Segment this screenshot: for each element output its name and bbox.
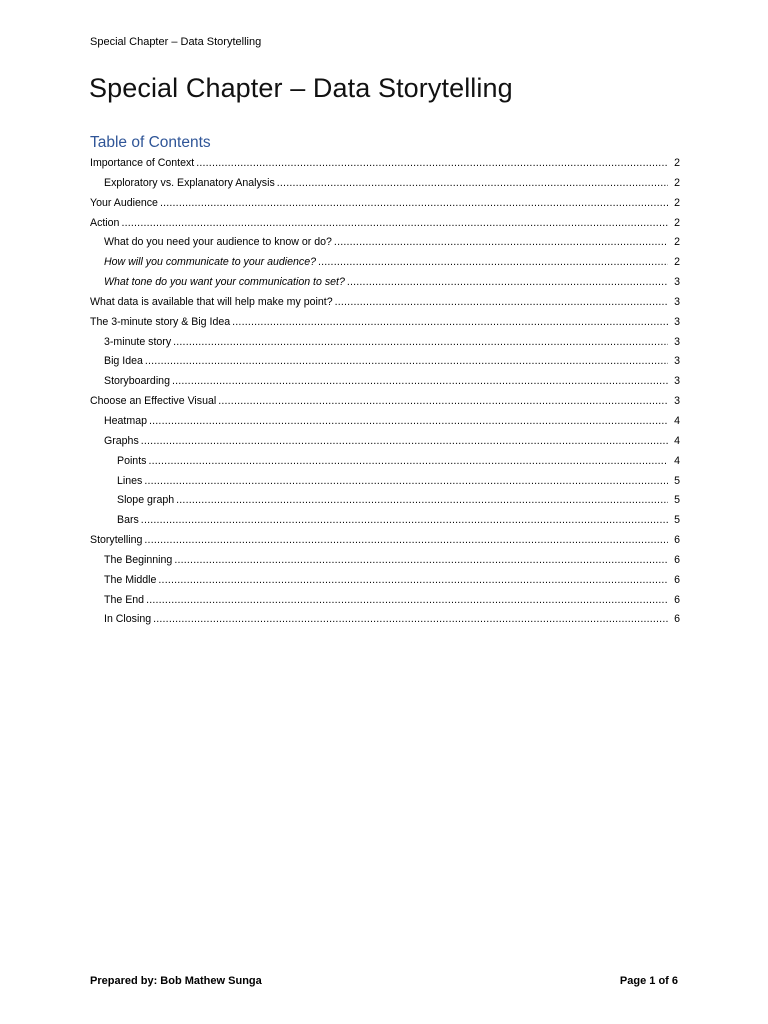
toc-entry-title: How will you communicate to your audience?	[104, 256, 316, 269]
toc-dot-leader	[141, 432, 668, 452]
toc-entry-title: Heatmap	[104, 414, 147, 427]
toc-dot-leader	[173, 333, 668, 353]
toc-entry[interactable]	[90, 174, 680, 194]
toc-entry[interactable]	[90, 372, 680, 392]
toc-entry-title: Action	[90, 216, 120, 229]
toc-dot-leader	[334, 233, 668, 253]
toc-entry[interactable]	[90, 333, 680, 353]
toc-dot-leader	[144, 531, 668, 551]
toc-dot-leader	[144, 472, 668, 492]
document-title: Special Chapter – Data Storytelling	[89, 73, 513, 103]
toc-dot-leader	[172, 372, 668, 392]
toc-entry[interactable]	[90, 412, 680, 432]
toc-entry[interactable]	[90, 472, 680, 492]
toc-entry-page-number: 4	[674, 434, 680, 447]
toc-entry-page-number: 4	[674, 454, 680, 467]
toc-entry-title: What data is available that will help make my point?	[90, 295, 333, 308]
toc-dot-leader	[232, 313, 668, 333]
toc-entry[interactable]	[90, 392, 680, 412]
toc-entry-page-number: 5	[674, 514, 680, 527]
toc-entry-page-number: 3	[674, 335, 680, 348]
toc-entry-page-number: 2	[674, 157, 680, 169]
toc-dot-leader	[176, 491, 668, 511]
toc-dot-leader	[196, 154, 668, 174]
toc-entry-title: 3-minute story	[104, 335, 172, 348]
toc-entry-title: What do you need your audience to know or do?	[104, 236, 332, 249]
toc-dot-leader	[158, 571, 668, 591]
toc-entry[interactable]	[90, 154, 680, 174]
toc-entry[interactable]	[90, 531, 680, 551]
toc-dot-leader	[121, 214, 668, 234]
toc-entry[interactable]	[90, 610, 680, 630]
toc-entry-title: Choose an Effective Visual	[90, 395, 217, 408]
toc-entry-page-number: 3	[674, 355, 680, 368]
toc-entry-page-number: 2	[674, 256, 680, 269]
toc-entry-title: The 3-minute story & Big Idea	[90, 315, 231, 328]
toc-entry[interactable]	[90, 432, 680, 452]
toc-dot-leader	[145, 352, 668, 372]
toc-entry-title: Your Audience	[90, 196, 158, 209]
toc-entry-title: The End	[104, 593, 145, 606]
toc-entry[interactable]	[90, 273, 680, 293]
toc-entry-page-number: 5	[674, 494, 680, 507]
toc-entry-title: In Closing	[104, 613, 152, 626]
footer-prepared-by: Prepared by: Bob Mathew Sunga	[90, 975, 262, 987]
toc-dot-leader	[318, 253, 668, 273]
toc-entry-page-number: 2	[674, 236, 680, 249]
toc-entry-page-number: 2	[674, 216, 680, 229]
toc-entry-title: Slope graph	[117, 494, 175, 507]
toc-entry[interactable]	[90, 214, 680, 234]
toc-entry-page-number: 6	[674, 553, 680, 566]
toc-dot-leader	[149, 412, 668, 432]
toc-entry[interactable]	[90, 551, 680, 571]
toc-entry[interactable]	[90, 491, 680, 511]
toc-entry-page-number: 6	[674, 613, 680, 626]
toc-dot-leader	[153, 610, 668, 630]
toc-dot-leader	[146, 591, 668, 611]
toc-entry-page-number: 5	[674, 474, 680, 487]
toc-entry-title: Storyboarding	[104, 375, 170, 388]
toc-dot-leader	[160, 194, 668, 214]
toc-entry[interactable]	[90, 313, 680, 333]
toc-entry-title: The Beginning	[104, 553, 173, 566]
toc-dot-leader	[174, 551, 668, 571]
toc-entry[interactable]	[90, 571, 680, 591]
toc-dot-leader	[148, 452, 668, 472]
toc-dot-leader	[347, 273, 668, 293]
toc-entry-page-number: 3	[674, 295, 680, 308]
toc-entry-page-number: 6	[674, 593, 680, 606]
toc-entry-page-number: 2	[674, 176, 680, 189]
toc-entry-title: Exploratory vs. Explanatory Analysis	[104, 176, 275, 189]
toc-entry[interactable]	[90, 293, 680, 313]
toc-entry[interactable]	[90, 511, 680, 531]
toc-entry-title: Storytelling	[90, 534, 143, 547]
toc-entry-page-number: 3	[674, 276, 680, 289]
toc-dot-leader	[218, 392, 668, 412]
toc-dot-leader	[277, 174, 668, 194]
footer-page-indicator: Page 1 of 6	[619, 975, 678, 987]
toc-entry[interactable]	[90, 253, 680, 273]
toc-entry-page-number: 3	[674, 395, 680, 408]
toc-entry-title: What tone do you want your communication to set?	[104, 276, 345, 289]
toc-entry-title: Points	[117, 454, 147, 467]
toc-heading: Table of Contents	[90, 134, 211, 151]
toc-entry-title: Big Idea	[104, 355, 143, 368]
toc-entry[interactable]	[90, 452, 680, 472]
toc-entry-title: Bars	[117, 514, 139, 527]
toc-entry-title: Lines	[117, 474, 143, 487]
toc-entry-page-number: 4	[674, 414, 680, 427]
toc-dot-leader	[141, 511, 668, 531]
toc-entry-title: The Middle	[104, 573, 157, 586]
table-of-contents	[90, 154, 680, 630]
toc-entry-page-number: 6	[674, 573, 680, 586]
toc-dot-leader	[335, 293, 668, 313]
toc-entry[interactable]	[90, 194, 680, 214]
toc-entry[interactable]	[90, 591, 680, 611]
toc-entry-page-number: 6	[674, 534, 680, 547]
toc-entry-page-number: 3	[674, 375, 680, 388]
toc-entry[interactable]	[90, 352, 680, 372]
running-header: Special Chapter – Data Storytelling	[90, 36, 262, 48]
toc-entry-page-number: 2	[674, 196, 680, 209]
toc-entry-title: Importance of Context	[90, 157, 195, 169]
toc-entry-title: Graphs	[104, 434, 139, 447]
toc-entry[interactable]	[90, 233, 680, 253]
toc-entry-page-number: 3	[674, 315, 680, 328]
